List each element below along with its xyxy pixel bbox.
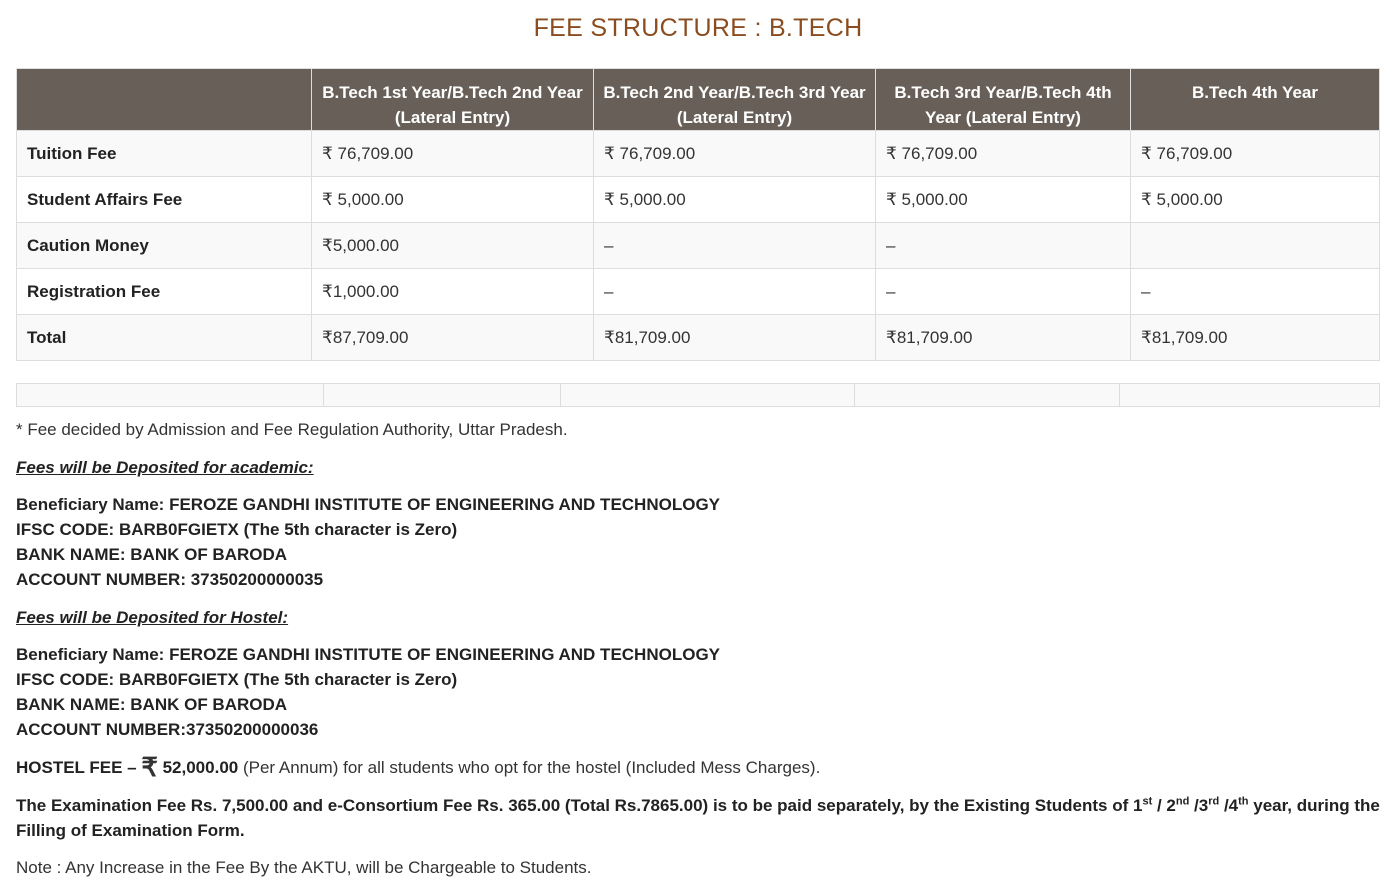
header-cell: B.Tech 4th Year bbox=[1131, 69, 1380, 131]
table-cell: ₹81,709.00 bbox=[876, 315, 1131, 361]
header-cell bbox=[17, 69, 312, 131]
exam-fee-line-1 bbox=[16, 793, 1380, 818]
empty-cell bbox=[324, 384, 561, 407]
table-cell: ₹ 5,000.00 bbox=[1131, 177, 1380, 223]
empty-cell bbox=[17, 384, 324, 407]
academic-bank: BANK NAME: BANK OF BARODA bbox=[16, 545, 288, 564]
table-row bbox=[17, 223, 1380, 269]
aktu-note: Note : Any Increase in the Fee By the AKTU, will be Chargeable to Students. bbox=[16, 858, 592, 877]
table-cell: – bbox=[594, 223, 876, 269]
hostel-beneficiary: Beneficiary Name: FEROZE GANDHI INSTITUTE OF ENGINEERING AND TECHNOLOGY bbox=[16, 645, 721, 664]
ordinal-suffix: st bbox=[1142, 795, 1153, 808]
table-cell bbox=[1131, 223, 1380, 269]
exam-fee-text: /4 bbox=[1219, 796, 1239, 815]
empty-cell bbox=[855, 384, 1120, 407]
hostel-fee-line bbox=[16, 752, 821, 782]
table-cell: – bbox=[876, 269, 1131, 315]
table-cell: ₹ 76,709.00 bbox=[876, 131, 1131, 177]
row-label: Student Affairs Fee bbox=[17, 177, 312, 223]
table-cell: ₹1,000.00 bbox=[312, 269, 594, 315]
exam-fee-text: / 2 bbox=[1152, 796, 1176, 815]
rupee-icon: ₹ bbox=[141, 752, 158, 782]
academic-ifsc: IFSC CODE: BARB0FGIETX (The 5th character is Zero) bbox=[16, 520, 458, 539]
page-title: FEE STRUCTURE : B.TECH bbox=[533, 14, 863, 42]
fee-table bbox=[16, 68, 1380, 361]
empty-cell bbox=[561, 384, 855, 407]
academic-beneficiary: Beneficiary Name: FEROZE GANDHI INSTITUTE OF ENGINEERING AND TECHNOLOGY bbox=[16, 495, 721, 514]
hostel-account: ACCOUNT NUMBER:37350200000036 bbox=[16, 720, 319, 739]
ordinal-suffix: th bbox=[1238, 795, 1249, 808]
header-cell: B.Tech 3rd Year/B.Tech 4th Year (Lateral Entry) bbox=[876, 69, 1131, 131]
fee-table-header-row bbox=[17, 69, 1380, 131]
table-cell: ₹ 76,709.00 bbox=[594, 131, 876, 177]
table-cell: ₹87,709.00 bbox=[312, 315, 594, 361]
row-label: Tuition Fee bbox=[17, 131, 312, 177]
table-cell: ₹ 76,709.00 bbox=[1131, 131, 1380, 177]
ordinal-suffix: rd bbox=[1208, 795, 1220, 808]
academic-account: ACCOUNT NUMBER: 37350200000035 bbox=[16, 570, 324, 589]
exam-fee-line-2: Filling of Examination Form. bbox=[16, 821, 245, 840]
row-label: Caution Money bbox=[17, 223, 312, 269]
empty-cell bbox=[1120, 384, 1380, 407]
hostel-fee-description: (Per Annum) for all students who opt for the hostel (Included Mess Charges). bbox=[238, 758, 821, 777]
table-cell: ₹ 76,709.00 bbox=[312, 131, 594, 177]
header-cell: B.Tech 1st Year/B.Tech 2nd Year (Lateral Entry) bbox=[312, 69, 594, 131]
table-cell: ₹81,709.00 bbox=[1131, 315, 1380, 361]
authority-note: * Fee decided by Admission and Fee Regulation Authority, Uttar Pradesh. bbox=[16, 420, 568, 439]
row-label: Total bbox=[17, 315, 312, 361]
hostel-fee-amount: 52,000.00 bbox=[157, 758, 239, 777]
table-cell: ₹5,000.00 bbox=[312, 223, 594, 269]
table-row bbox=[17, 177, 1380, 223]
table-cell: ₹ 5,000.00 bbox=[594, 177, 876, 223]
table-cell: – bbox=[594, 269, 876, 315]
academic-heading: Fees will be Deposited for academic: bbox=[16, 458, 314, 477]
table-row bbox=[17, 269, 1380, 315]
hostel-heading: Fees will be Deposited for Hostel: bbox=[16, 608, 289, 627]
exam-fee-text: /3 bbox=[1189, 796, 1209, 815]
hostel-ifsc: IFSC CODE: BARB0FGIETX (The 5th character is Zero) bbox=[16, 670, 458, 689]
table-cell: ₹ 5,000.00 bbox=[312, 177, 594, 223]
table-row bbox=[17, 131, 1380, 177]
hostel-bank: BANK NAME: BANK OF BARODA bbox=[16, 695, 288, 714]
ordinal-suffix: nd bbox=[1175, 795, 1190, 808]
exam-fee-text: year, during the bbox=[1248, 796, 1380, 815]
row-label: Registration Fee bbox=[17, 269, 312, 315]
table-cell: – bbox=[1131, 269, 1380, 315]
exam-fee-text: The Examination Fee Rs. 7,500.00 and e-Consortium Fee Rs. 365.00 (Total Rs.7865.00) is to be paid separately, by the Existing Students of 1 bbox=[16, 796, 1143, 815]
header-cell: B.Tech 2nd Year/B.Tech 3rd Year (Lateral Entry) bbox=[594, 69, 876, 131]
table-cell: – bbox=[876, 223, 1131, 269]
table-cell: ₹81,709.00 bbox=[594, 315, 876, 361]
table-row bbox=[17, 315, 1380, 361]
hostel-fee-label: HOSTEL FEE – bbox=[16, 758, 142, 777]
empty-table-row bbox=[16, 383, 1380, 407]
table-cell: ₹ 5,000.00 bbox=[876, 177, 1131, 223]
